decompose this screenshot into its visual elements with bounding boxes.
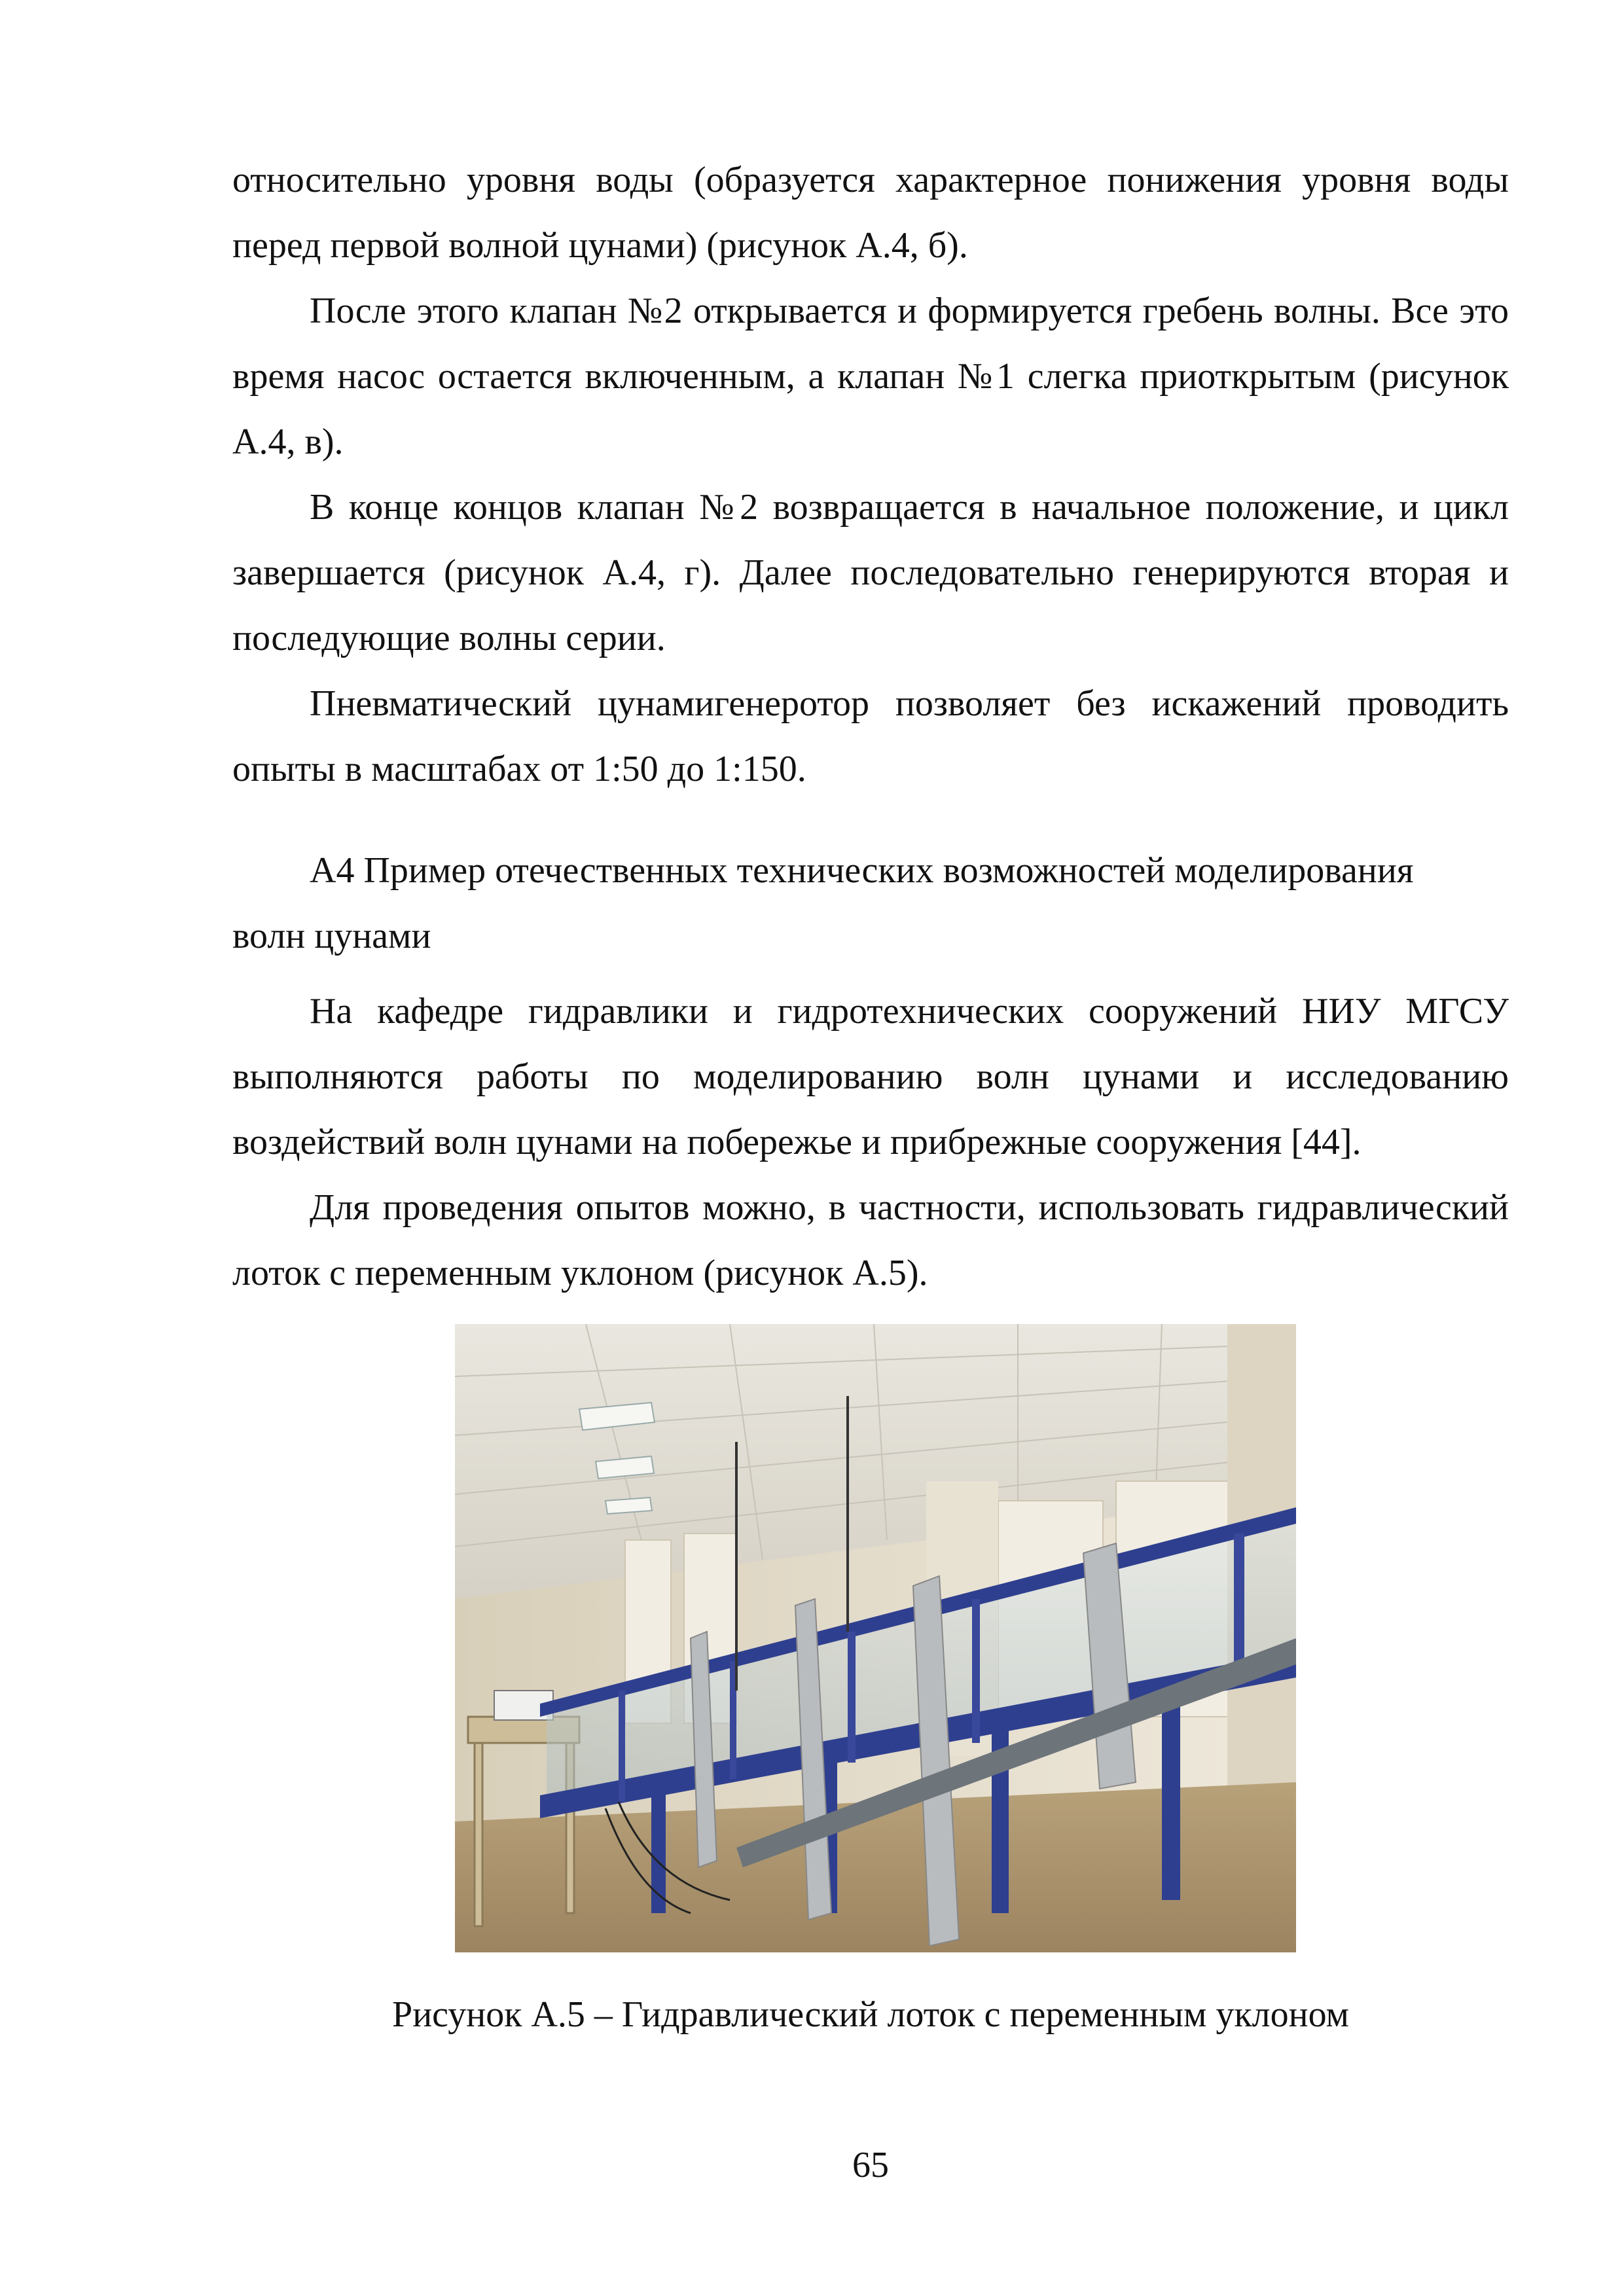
paragraph-cycle-ends: В конце концов клапан №2 возвращается в начальное положение, и цикл завершается (рисунок А.4, г). Далее последовательно генерируются вторая и последующие волны серии. <box>232 487 1509 658</box>
page-number: 65 <box>852 2145 889 2185</box>
paragraph-pneumatic-generator: Пневматический цунамигенеротор позволяет без искажений проводить опыты в масштабах от 1:50 до 1:150. <box>232 683 1509 789</box>
hydraulic-flume-photo <box>455 1324 1296 1952</box>
figure-caption: Рисунок А.5 – Гидравлический лоток с переменным уклоном <box>392 1994 1349 2035</box>
section-heading-line-1: А4 Пример отечественных технических возможностей моделирования <box>310 850 1414 891</box>
paragraph-mgsu-department: На кафедре гидравлики и гидротехнических сооружений НИУ МГСУ выполняются работы по моделированию волн цунами и исследованию воздействий волн цунами на побережье и прибрежные сооружения [44]. <box>232 991 1509 1162</box>
section-heading-line-2: волн цунами <box>232 916 431 956</box>
paragraph-continuation: относительно уровня воды (образуется характерное понижения уровня воды перед первой волной цунами) (рисунок А.4, б). <box>232 160 1509 266</box>
paragraph-valve-2-opens: После этого клапан №2 открывается и формируется гребень волны. Все это время насос остается включенным, а клапан №1 слегка приоткрытым (рисунок А.4, в). <box>232 291 1509 462</box>
section-heading <box>232 838 1509 969</box>
paragraph-hydraulic-flume: Для проведения опытов можно, в частности, использовать гидравлический лоток с переменным уклоном (рисунок А.5). <box>232 1187 1509 1293</box>
